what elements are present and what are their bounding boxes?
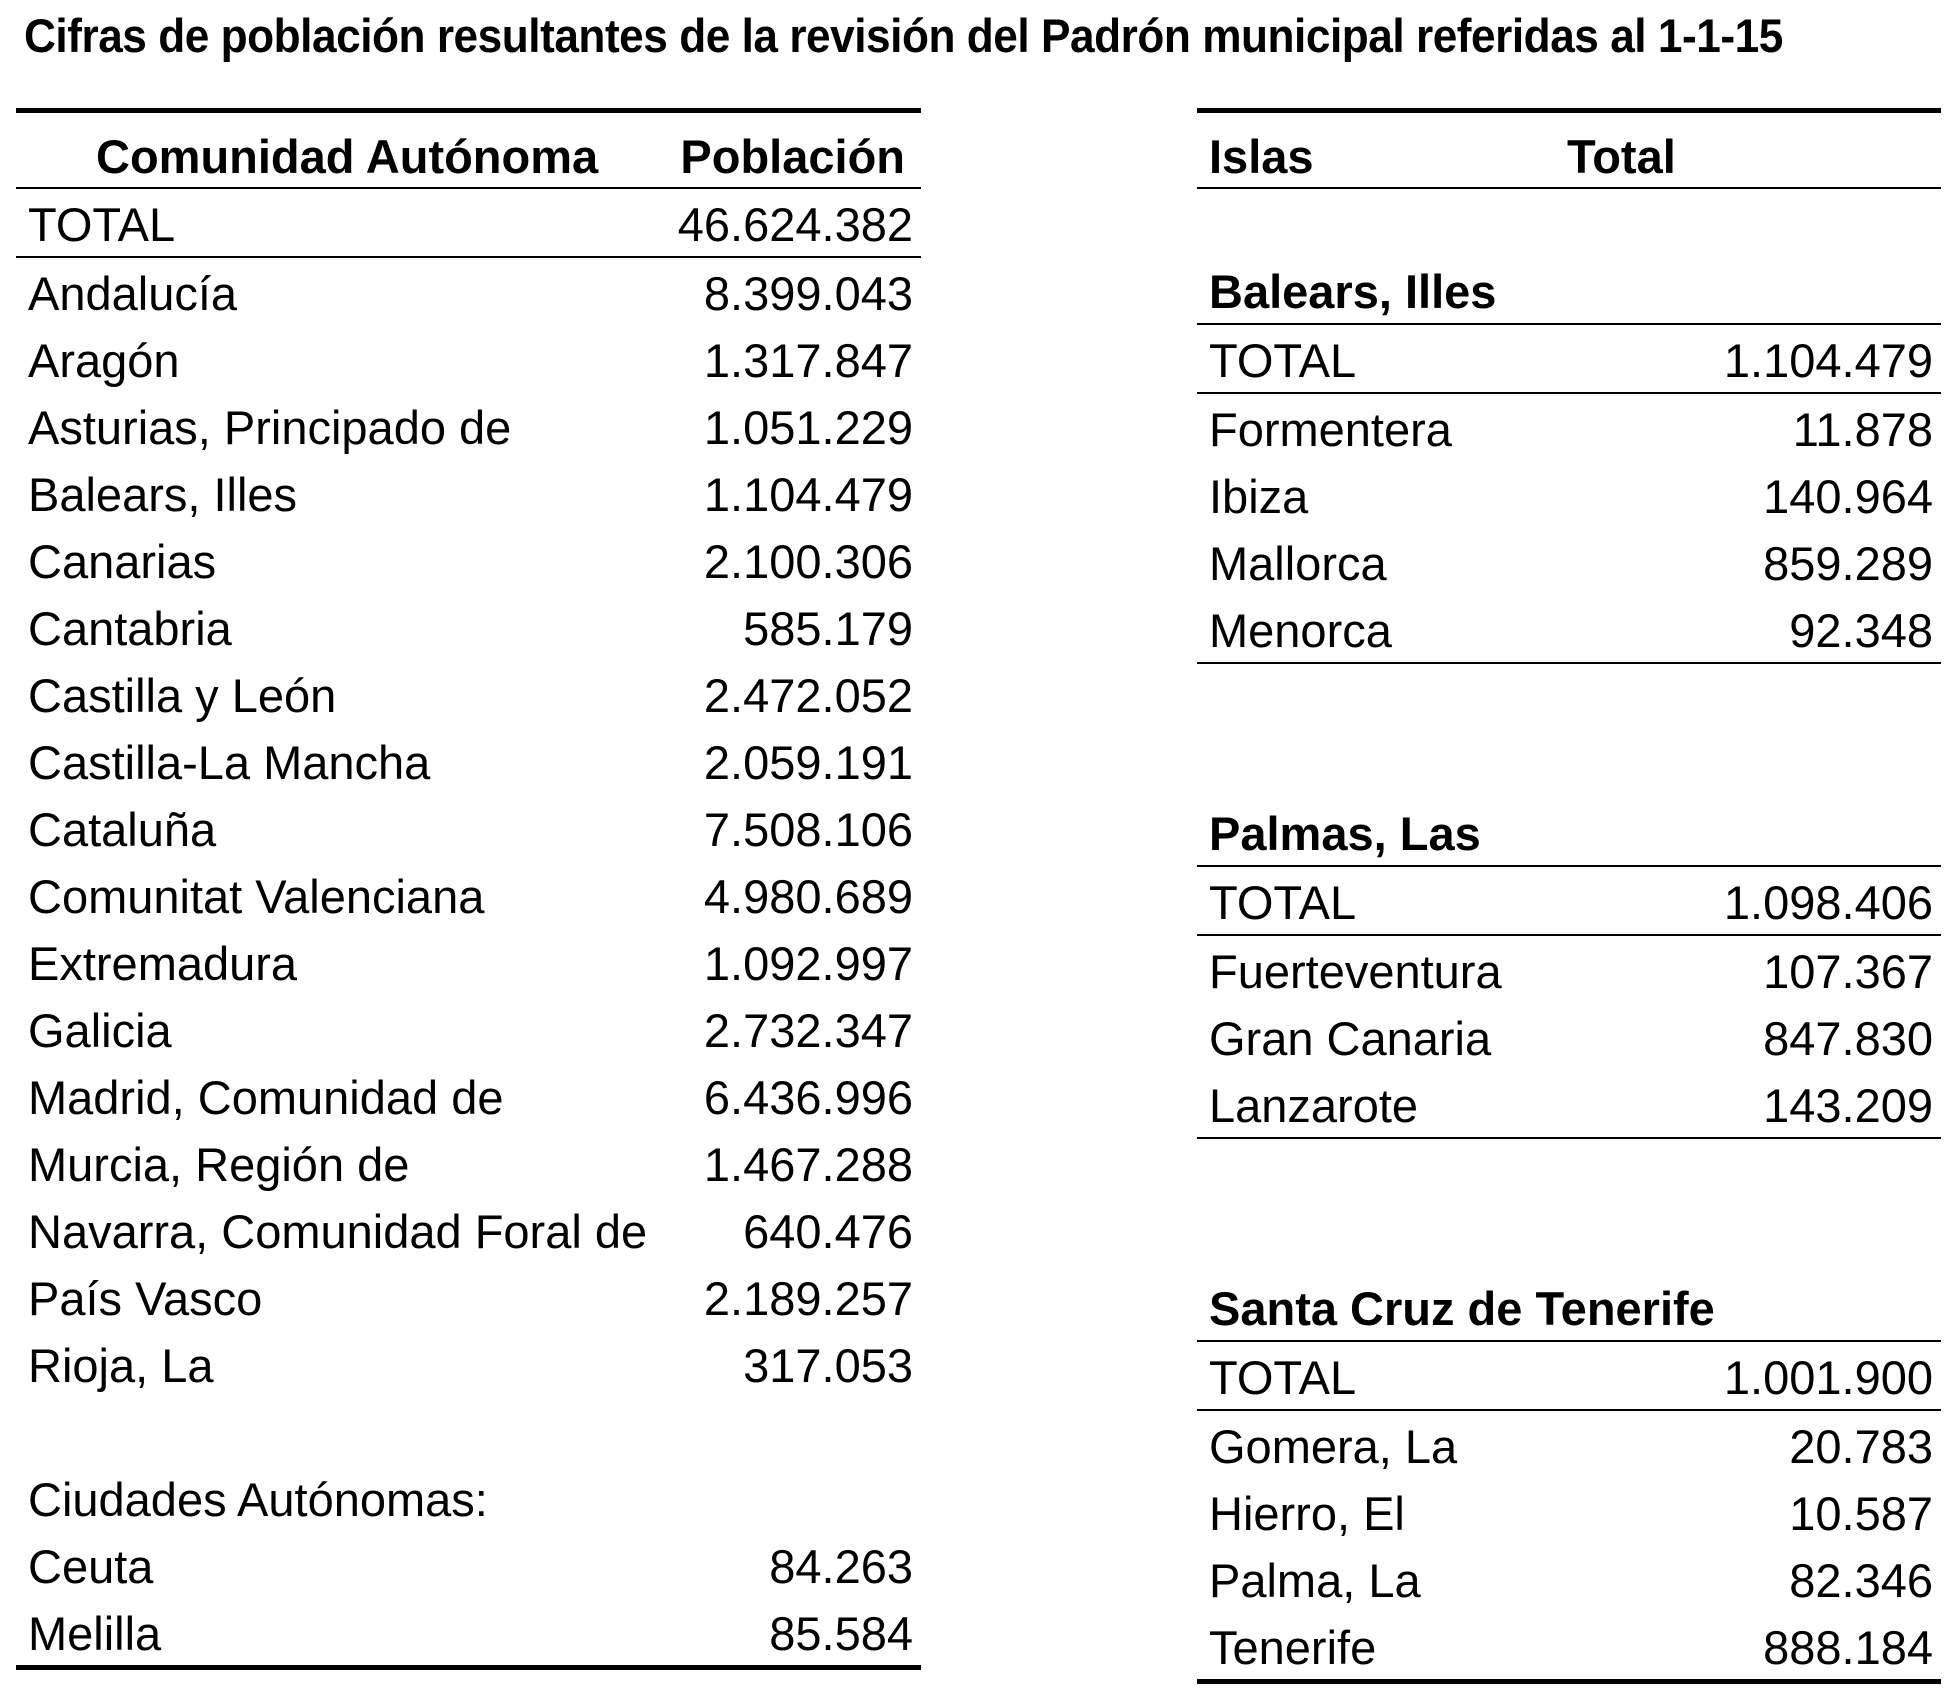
row-value: 2.189.257 xyxy=(703,1272,913,1325)
spacer-row xyxy=(1197,1206,1941,1273)
row-value: 1.104.479 xyxy=(703,468,913,521)
row-value: 92.348 xyxy=(1789,604,1933,657)
row-value: 107.367 xyxy=(1763,945,1933,998)
row-label: TOTAL xyxy=(1209,876,1357,929)
table-row xyxy=(16,1330,921,1397)
row-value: 85.584 xyxy=(769,1607,913,1660)
header-total: Total xyxy=(1567,130,1676,183)
header-community: Comunidad Autónoma xyxy=(96,130,599,183)
row-label: Menorca xyxy=(1209,604,1392,657)
row-value: 1.001.900 xyxy=(1723,1351,1933,1404)
table-row xyxy=(1197,1478,1941,1545)
table-row xyxy=(16,258,921,325)
row-label: Canarias xyxy=(28,535,217,588)
table-row xyxy=(16,727,921,794)
row-label: Balears, Illes xyxy=(28,468,298,521)
group-total-row xyxy=(1197,867,1941,936)
row-value: 1.317.847 xyxy=(703,334,913,387)
row-label: Andalucía xyxy=(28,267,238,320)
island-group xyxy=(1197,664,1941,1139)
row-value: 6.436.996 xyxy=(703,1071,913,1124)
row-value: 585.179 xyxy=(743,602,913,655)
table-row xyxy=(1197,528,1941,595)
table-row xyxy=(1197,1070,1941,1139)
table-row xyxy=(16,526,921,593)
island-group xyxy=(1197,189,1941,664)
total-label: TOTAL xyxy=(28,198,176,251)
row-value: 140.964 xyxy=(1763,470,1933,523)
spacer-row xyxy=(1197,189,1941,256)
row-value: 10.587 xyxy=(1789,1487,1933,1540)
community-rows xyxy=(16,258,921,1397)
row-label: TOTAL xyxy=(1209,334,1357,387)
islands-table xyxy=(1197,108,1941,1684)
table-row xyxy=(16,861,921,928)
cities-heading: Ciudades Autónomas: xyxy=(28,1473,488,1526)
row-label: Santa Cruz de Tenerife xyxy=(1209,1282,1715,1335)
table-row xyxy=(16,392,921,459)
island-group xyxy=(1197,1139,1941,1684)
table-row xyxy=(16,1263,921,1330)
row-label: Galicia xyxy=(28,1004,172,1057)
group-name-row xyxy=(1197,256,1941,325)
row-value: 847.830 xyxy=(1763,1012,1933,1065)
row-value: 1.467.288 xyxy=(703,1138,913,1191)
group-name-row xyxy=(1197,798,1941,867)
row-label: Melilla xyxy=(28,1607,162,1660)
row-value: 11.878 xyxy=(1792,403,1933,456)
table-row xyxy=(16,928,921,995)
row-label: Fuerteventura xyxy=(1209,945,1502,998)
row-label: Aragón xyxy=(28,334,180,387)
table-row xyxy=(16,1598,921,1665)
row-label: Rioja, La xyxy=(28,1339,214,1392)
row-label: País Vasco xyxy=(28,1272,263,1325)
row-value: 143.209 xyxy=(1763,1079,1933,1132)
table-row xyxy=(16,593,921,660)
table-header xyxy=(16,108,921,189)
row-value: 1.092.997 xyxy=(703,937,913,990)
row-label: Gomera, La xyxy=(1209,1420,1458,1473)
table-row xyxy=(16,459,921,526)
communities-table xyxy=(16,108,921,1670)
table-row xyxy=(1197,595,1941,664)
row-value: 82.346 xyxy=(1789,1554,1933,1607)
table-row xyxy=(16,1531,921,1598)
row-label: Palmas, Las xyxy=(1209,807,1481,860)
row-value: 1.104.479 xyxy=(1723,334,1933,387)
row-value: 2.059.191 xyxy=(703,736,913,789)
row-label: Lanzarote xyxy=(1209,1079,1419,1132)
table-row xyxy=(16,1129,921,1196)
row-label: Tenerife xyxy=(1209,1621,1377,1674)
table-row xyxy=(16,660,921,727)
page-title: Cifras de población resultantes de la revisión del Padrón municipal referidas al 1-1-15 xyxy=(24,9,1783,62)
table-row xyxy=(1197,936,1941,1003)
cities-heading-row xyxy=(16,1464,921,1531)
table-row xyxy=(1197,1545,1941,1612)
island-groups xyxy=(1197,189,1941,1684)
row-label: Comunitat Valenciana xyxy=(28,870,485,923)
row-label: Murcia, Región de xyxy=(28,1138,410,1191)
row-label: Ibiza xyxy=(1209,470,1309,523)
table-row xyxy=(1197,1411,1941,1478)
table-row xyxy=(1197,1003,1941,1070)
row-value: 4.980.689 xyxy=(703,870,913,923)
table-row xyxy=(1197,461,1941,528)
row-value: 1.051.229 xyxy=(703,401,913,454)
row-label: Madrid, Comunidad de xyxy=(28,1071,504,1124)
row-label: Asturias, Principado de xyxy=(28,401,512,454)
row-label: Castilla y León xyxy=(28,669,337,722)
row-value: 1.098.406 xyxy=(1723,876,1933,929)
header-islands: Islas xyxy=(1209,130,1314,183)
row-label: Extremadura xyxy=(28,937,298,990)
row-value: 317.053 xyxy=(743,1339,913,1392)
group-name-row xyxy=(1197,1273,1941,1342)
table-header xyxy=(1197,108,1941,189)
table-row xyxy=(16,995,921,1062)
row-label: Gran Canaria xyxy=(1209,1012,1492,1065)
table-row xyxy=(1197,394,1941,461)
header-population: Población xyxy=(680,130,905,183)
spacer-row xyxy=(1197,1139,1941,1206)
row-value: 2.100.306 xyxy=(703,535,913,588)
row-label: Hierro, El xyxy=(1209,1487,1405,1540)
row-value: 20.783 xyxy=(1789,1420,1933,1473)
total-row xyxy=(16,189,921,258)
row-value: 640.476 xyxy=(743,1205,913,1258)
total-value: 46.624.382 xyxy=(677,198,913,251)
row-label: Ceuta xyxy=(28,1540,154,1593)
row-label: TOTAL xyxy=(1209,1351,1357,1404)
table-row xyxy=(16,1196,921,1263)
table-row xyxy=(16,794,921,861)
row-label: Mallorca xyxy=(1209,537,1387,590)
row-label: Formentera xyxy=(1209,403,1452,456)
row-value: 2.732.347 xyxy=(703,1004,913,1057)
table-row xyxy=(16,1062,921,1129)
row-label: Navarra, Comunidad Foral de xyxy=(28,1205,648,1258)
row-value: 2.472.052 xyxy=(703,669,913,722)
table-row xyxy=(1197,1612,1941,1684)
table-row xyxy=(16,325,921,392)
group-total-row xyxy=(1197,1342,1941,1411)
spacer-row xyxy=(16,1397,921,1464)
row-value: 8.399.043 xyxy=(703,267,913,320)
row-label: Palma, La xyxy=(1209,1554,1421,1607)
row-label: Balears, Illes xyxy=(1209,265,1497,318)
row-value: 888.184 xyxy=(1763,1621,1933,1674)
group-total-row xyxy=(1197,325,1941,394)
row-label: Cataluña xyxy=(28,803,217,856)
row-value: 84.263 xyxy=(769,1540,913,1593)
row-label: Castilla-La Mancha xyxy=(28,736,431,789)
row-value: 7.508.106 xyxy=(703,803,913,856)
spacer-row xyxy=(1197,664,1941,731)
row-label: Cantabria xyxy=(28,602,232,655)
city-rows xyxy=(16,1531,921,1670)
spacer-row xyxy=(1197,731,1941,798)
row-value: 859.289 xyxy=(1763,537,1933,590)
